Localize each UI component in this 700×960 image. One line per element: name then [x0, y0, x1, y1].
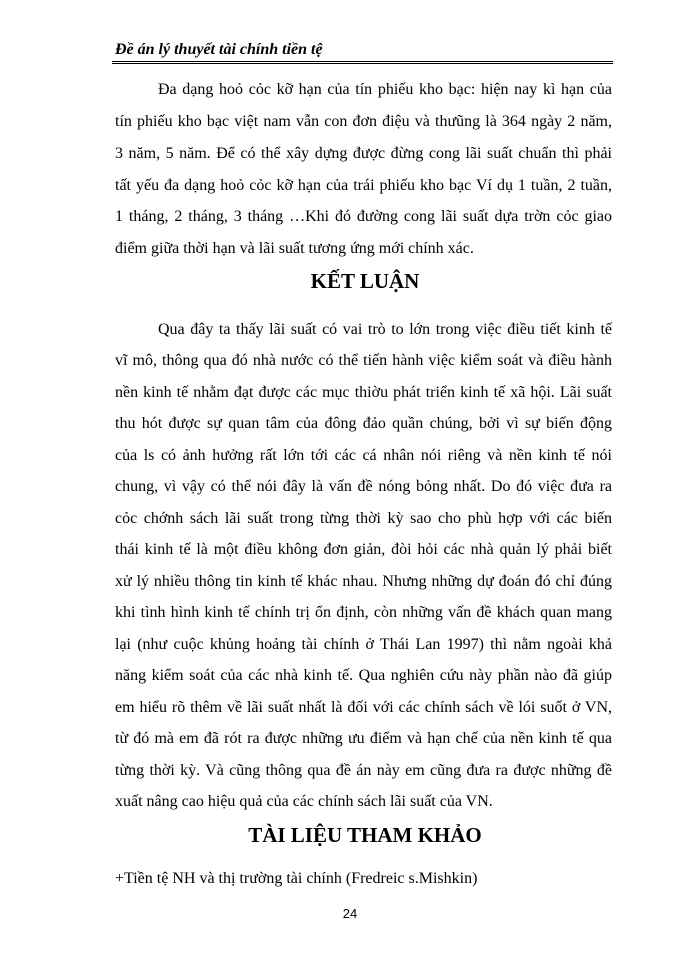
conclusion-line: em hiểu rõ thêm về lãi suất nhất là đối với các chính sách về lói suốt ở VN, — [115, 699, 612, 716]
references-heading: TÀI LIỆU THAM KHẢO — [248, 823, 482, 847]
conclusion-line: năng kiểm soát của các nhà kinh tế. Qua nghiên cứu này phần nào đã giúp — [115, 667, 612, 684]
intro-line: Đa dạng hoỏ cỏc kỡ hạn của tín phiếu kho bạc: hiện nay kì hạn của — [158, 81, 612, 98]
page-number: 24 — [342, 906, 358, 921]
conclusion-line: nền kinh tế nhằm đạt được các mục thiờu phát triển kinh tế xã hội. Lãi suất — [115, 384, 612, 401]
conclusion-line: xuất nâng cao hiệu quả của các chính sách lãi suất của VN. — [115, 793, 493, 810]
intro-line: tất yếu đa dạng hoỏ cỏc kỡ hạn của trái phiếu kho bạc Ví dụ 1 tuần, 2 tuần, — [115, 177, 612, 194]
conclusion-line: từng thời kỳ. Và cũng thông qua đề án này em cũng đưa ra được những đề — [115, 762, 612, 779]
running-header: Đề án lý thuyết tài chính tiền tệ — [115, 41, 323, 58]
conclusion-heading: KẾT LUẬN — [310, 269, 420, 293]
intro-line: 1 tháng, 2 tháng, 3 tháng …Khi đó đường cong lãi suất dựa trờn cỏc giao — [115, 208, 612, 225]
conclusion-line: từ đó mà em đã rót ra được những ưu điểm và hạn chế của nền kinh tế qua — [115, 730, 612, 747]
header-rule — [112, 61, 613, 64]
conclusion-line: thái kinh tế là một điều không đơn giản, đòi hỏi các nhà quản lý phải biết — [115, 541, 612, 558]
conclusion-line: khi tình hình kinh tế chính trị ổn định, còn những vấn đề khách quan mang — [115, 604, 612, 621]
conclusion-line: cỏc chớnh sách lãi suất trong từng thời kỳ sao cho phù hợp với các biến — [115, 510, 612, 527]
intro-line: điểm giữa thời hạn và lãi suất tương ứng mới chính xác. — [115, 240, 474, 257]
conclusion-line: thu hót được sự quan tâm của đông đảo quần chúng, bởi vì sự biến động — [115, 415, 612, 432]
reference-item: +Tiền tệ NH và thị trường tài chính (Fredreic s.Mishkin) — [115, 870, 478, 887]
conclusion-line: xử lý nhiều thông tin kinh tế khác nhau. Nhưng những dự đoán đó chỉ đúng — [115, 573, 612, 590]
conclusion-line: của ls có ảnh hưởng rất lớn tới các cá nhân nói riêng và nền kinh tế nói — [115, 447, 612, 464]
conclusion-line: Qua đây ta thấy lãi suất có vai trò to lớn trong việc điều tiết kinh tế — [158, 321, 612, 338]
conclusion-line: vĩ mô, thông qua đó nhà nước có thể tiến hành việc kiểm soát và điều hành — [115, 352, 612, 369]
intro-line: 3 năm, 5 năm. Để có thể xây dựng được đừng cong lãi suất chuẩn thì phải — [115, 145, 612, 162]
conclusion-line: chung, vì vậy có thể nói đây là vấn đề nóng bỏng nhất. Do đó việc đưa ra — [115, 478, 612, 495]
intro-line: tín phiếu kho bạc việt nam vẫn con đơn điệu và thưũng là 364 ngày 2 năm, — [115, 113, 612, 130]
conclusion-line: lại (như cuộc khủng hoảng tài chính ở Thái Lan 1997) thì nằm ngoài khả — [115, 636, 612, 653]
